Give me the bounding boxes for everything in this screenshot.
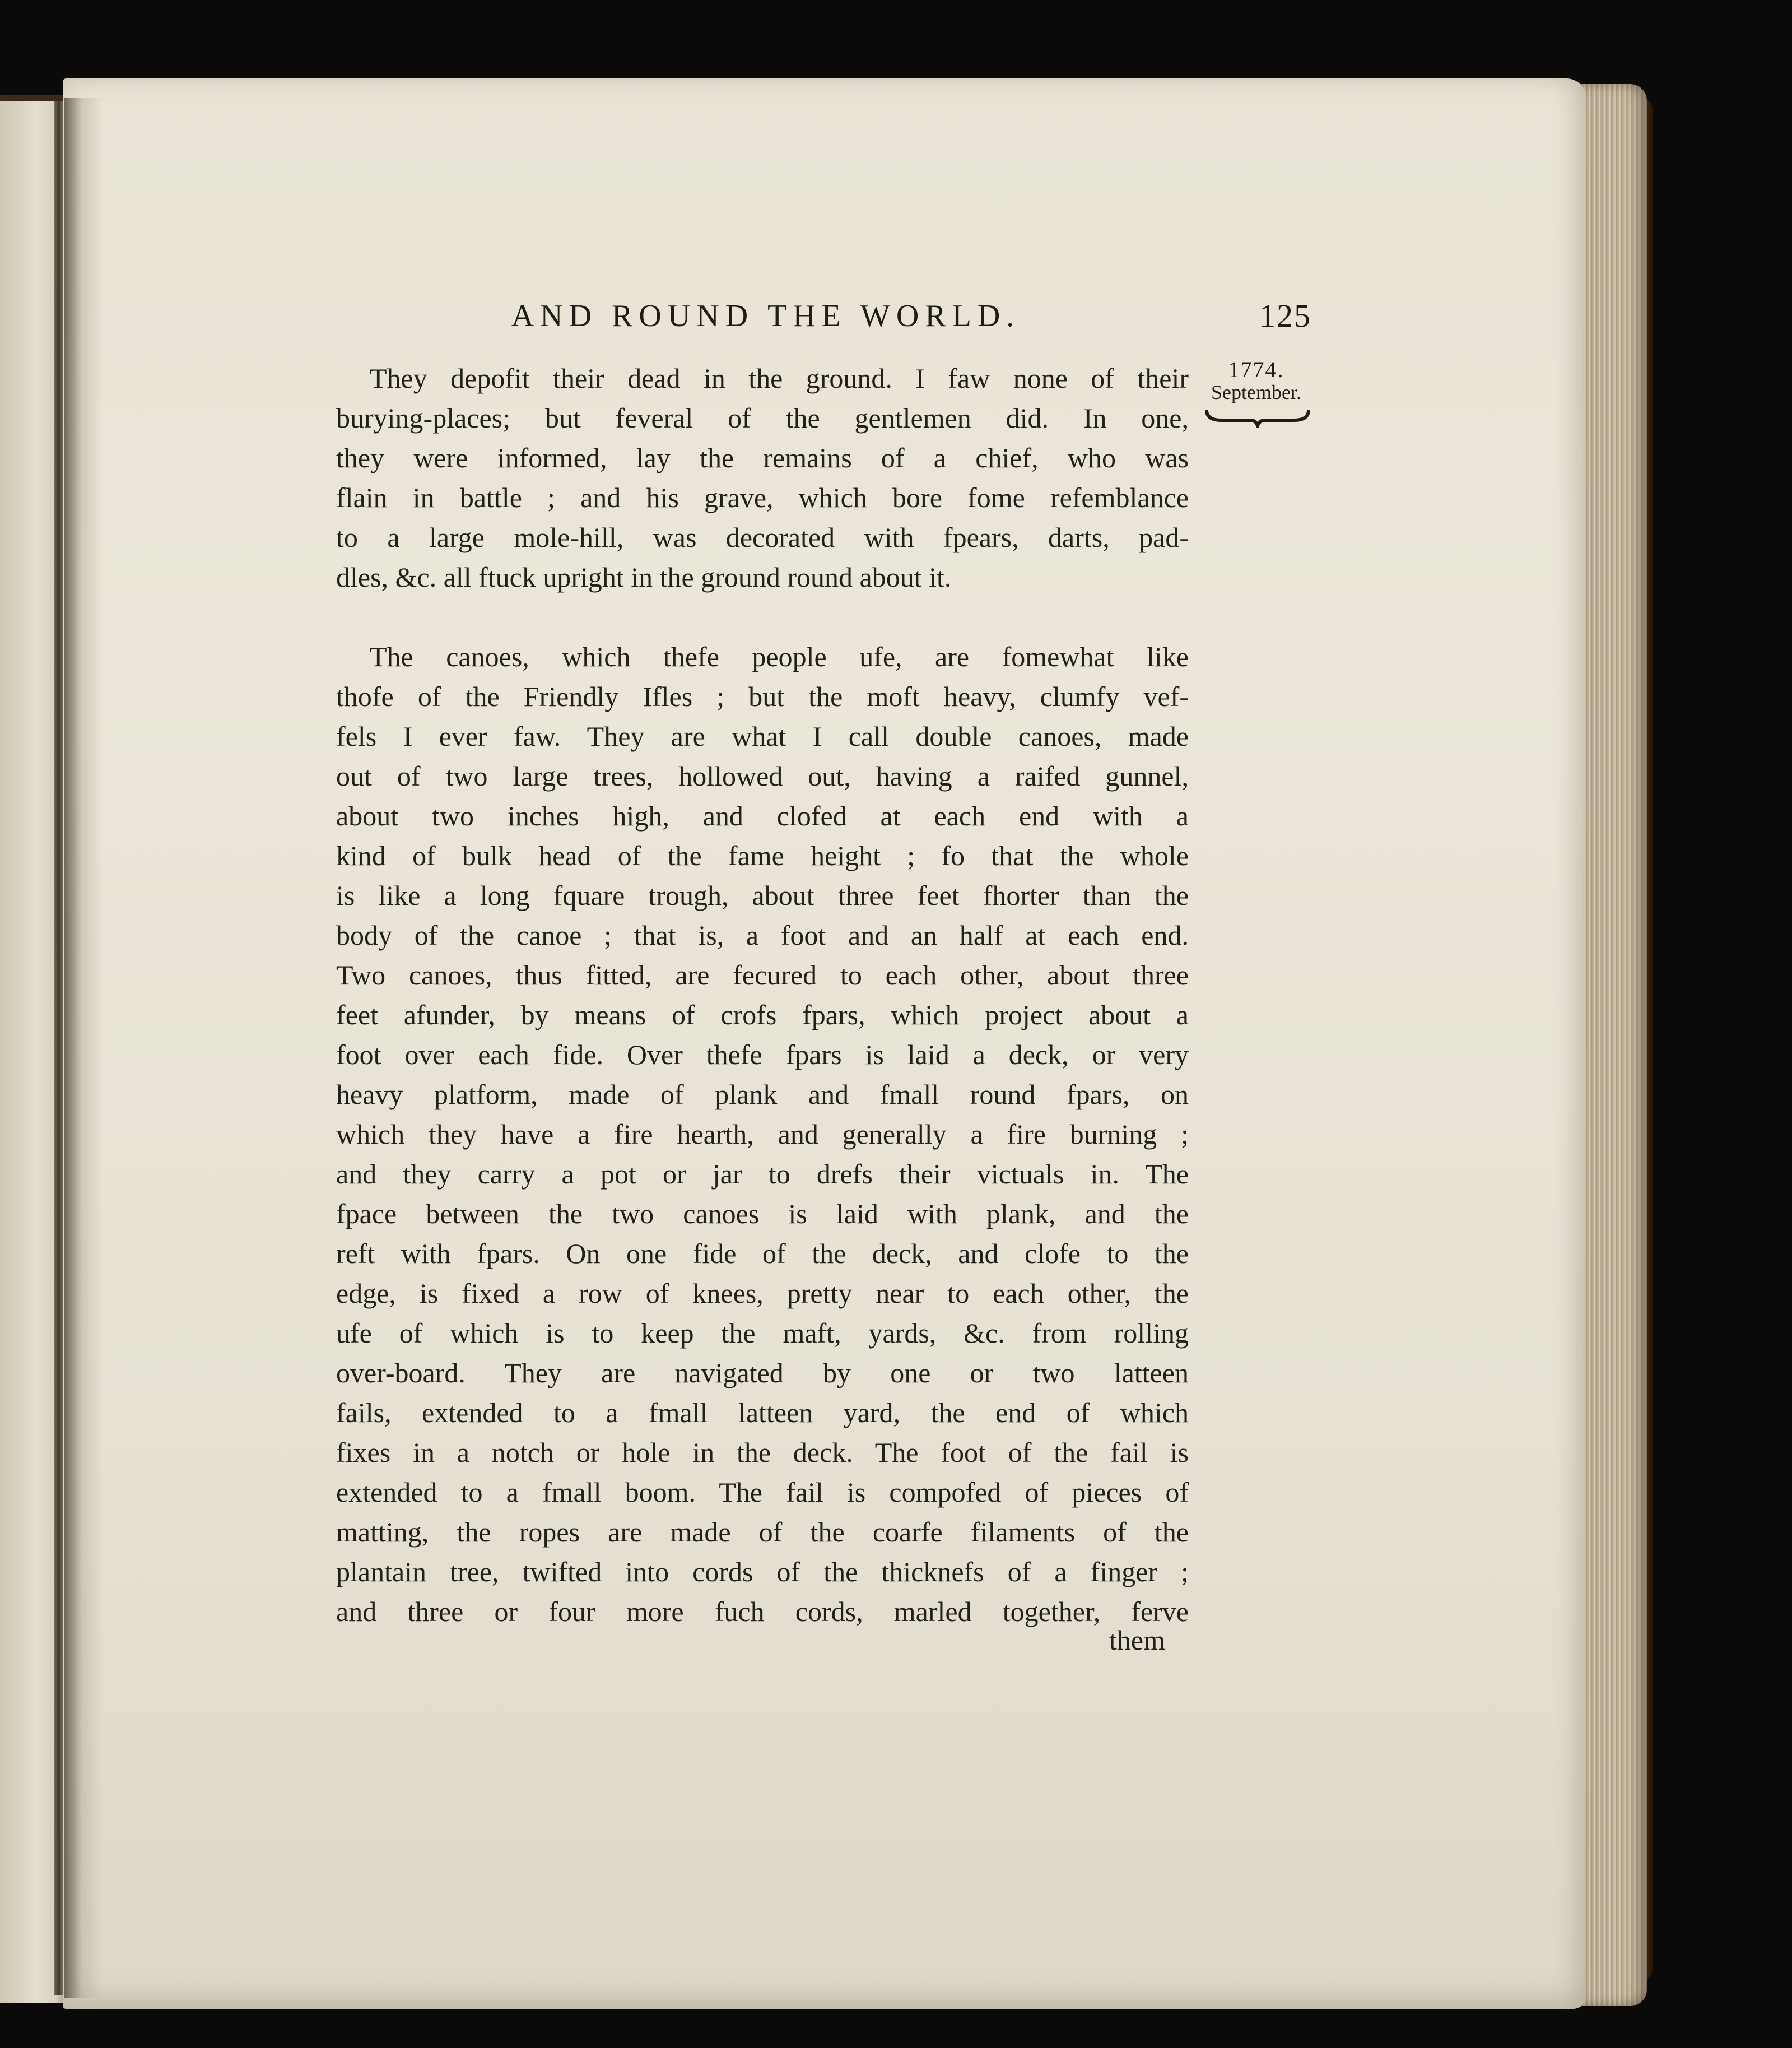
text-line: plantain tree, twifted into cords of the thicknefs of a finger ; (336, 1556, 1189, 1587)
text-line: dles, &c. all ftuck upright in the ground round about it. (336, 561, 952, 593)
text-line: which they have a fire hearth, and generally a fire burning ; (336, 1118, 1189, 1150)
text-line: fixes in a notch or hole in the deck. The foot of the fail is (336, 1437, 1189, 1468)
text-line: flain in battle ; and his grave, which bore fome refemblance (336, 482, 1189, 513)
text-line: Two canoes, thus fitted, are fecured to each other, about three (336, 959, 1189, 991)
text-line: matting, the ropes are made of the coarfe filaments of the (336, 1516, 1189, 1548)
text-line: they were informed, lay the remains of a chief, who was (336, 442, 1189, 473)
text-line: over-board. They are navigated by one or two latteen (336, 1357, 1189, 1388)
text-line: feet afunder, by means of crofs fpars, which project about a (336, 999, 1189, 1030)
catchword: them (1109, 1624, 1165, 1656)
page-number: 125 (1259, 298, 1311, 334)
text-line: out of two large trees, hollowed out, having a raifed gunnel, (336, 760, 1189, 792)
paragraph (336, 359, 1189, 597)
text-line: fpace between the two canoes is laid with plank, and the (336, 1198, 1189, 1229)
text-line: The canoes, which thefe people ufe, are fomewhat like (370, 641, 1189, 672)
text-line: body of the canoe ; that is, a foot and an half at each end. (336, 919, 1189, 951)
text-line: ufe of which is to keep the maft, yards, &c. from rolling (336, 1317, 1189, 1349)
text-line: reft with fpars. On one fide of the deck, and clofe to the (336, 1238, 1189, 1269)
text-line: and they carry a pot or jar to drefs their victuals in. The (336, 1158, 1189, 1190)
margin-note-year: 1774. (1228, 357, 1284, 382)
text-line: foot over each fide. Over thefe fpars is laid a deck, or very (336, 1039, 1189, 1070)
text-line: thofe of the Friendly Ifles ; but the moft heavy, clumfy vef- (336, 681, 1189, 712)
text-line: is like a long fquare trough, about three feet fhorter than the (336, 880, 1189, 911)
text-line: heavy platform, made of plank and fmall round fpars, on (336, 1079, 1189, 1110)
text-line: about two inches high, and clofed at each end with a (336, 800, 1189, 832)
text-line: kind of bulk head of the fame height ; fo that the whole (336, 840, 1189, 871)
text-line: fails, extended to a fmall latteen yard, the end of which (336, 1397, 1189, 1428)
text-line: burying-places; but feveral of the gentlemen did. In one, (336, 402, 1189, 434)
text-line: They depofit their dead in the ground. I faw none of their (370, 363, 1189, 394)
text-line: to a large mole-hill, was decorated with fpears, darts, pad- (336, 522, 1189, 553)
brace-ornament (1204, 409, 1311, 428)
text-line: extended to a fmall boom. The fail is compofed of pieces of (336, 1476, 1189, 1508)
paragraph (336, 637, 1189, 1632)
margin-note-month: September. (1211, 381, 1301, 403)
text-line: edge, is fixed a row of knees, pretty near to each other, the (336, 1278, 1189, 1309)
text-line: and three or four more fuch cords, marled together, ferve (336, 1596, 1189, 1627)
running-head: AND ROUND THE WORLD. (511, 299, 1021, 333)
margin-note (1199, 359, 1314, 403)
gutter-shadow (64, 98, 103, 1998)
body-text (336, 359, 1189, 1632)
text-line: fels I ever faw. They are what I call double canoes, made (336, 721, 1189, 752)
